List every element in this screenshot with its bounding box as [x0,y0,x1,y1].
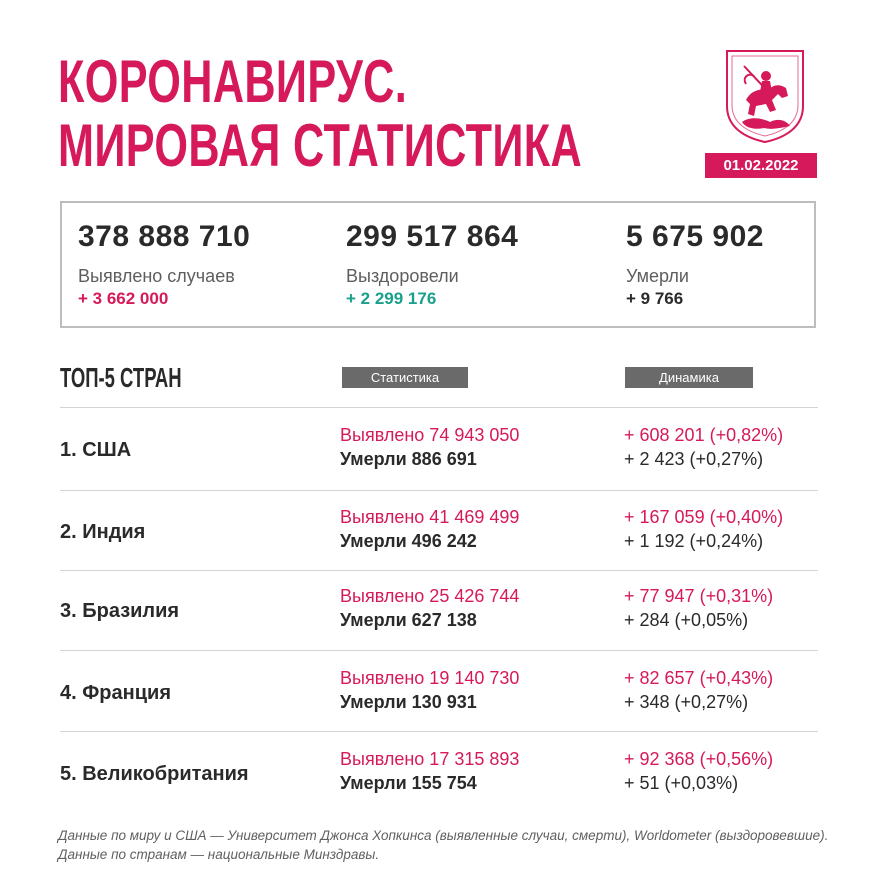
source-footnote: Данные по миру и США — Университет Джонса Хопкинса (выявленные случаи, смерти), Worldometer (выздоровевшие). Данные по странам — национальные Минздравы. [58,828,829,862]
summary-recovered-value: 299 517 864 [346,220,519,253]
country-cases: Выявлено 17 315 893 [340,749,520,769]
summary-recovered [346,217,518,310]
top5-heading: ТОП-5 СТРАН [60,362,182,393]
summary-deaths-label: Умерли [626,266,689,286]
title-line-1: КОРОНАВИРУС. [58,48,408,115]
country-deaths-delta: + 2 423 (+0,27%) [624,449,764,469]
world-summary-box [60,201,816,328]
row-divider [60,570,818,571]
country-deaths: Умерли 130 931 [340,692,477,712]
country-row-3 [0,579,886,659]
country-deaths-delta: + 51 (+0,03%) [624,773,739,793]
summary-deaths [626,217,764,310]
country-cases-delta: + 92 368 (+0,56%) [624,749,774,769]
country-cases: Выявлено 41 469 499 [340,507,520,527]
column-tag-dynamics: Динамика [625,367,753,388]
summary-cases-label: Выявлено случаев [78,266,235,286]
country-cases: Выявлено 74 943 050 [340,425,520,445]
summary-cases [78,217,250,310]
summary-cases-change: + 3 662 000 [78,289,169,308]
country-deaths: Умерли 155 754 [340,773,477,793]
row-divider [60,407,818,408]
country-cases-delta: + 608 201 (+0,82%) [624,425,784,445]
country-deaths-delta: + 348 (+0,27%) [624,692,749,712]
country-row-1 [0,418,886,498]
country-cases: Выявлено 19 140 730 [340,668,520,688]
row-divider [60,650,818,651]
country-cases-delta: + 82 657 (+0,43%) [624,668,774,688]
page-title [58,50,582,178]
moscow-coat-of-arms-icon [724,48,806,144]
title-line-2: МИРОВАЯ СТАТИСТИКА [58,112,583,179]
country-deaths-delta: + 1 192 (+0,24%) [624,531,764,551]
country-name: 2. Индия [60,521,146,543]
country-name: 5. Великобритания [60,763,249,785]
row-divider [60,731,818,732]
summary-cases-value: 378 888 710 [78,220,251,253]
country-deaths-delta: + 284 (+0,05%) [624,610,749,630]
summary-recovered-change: + 2 299 176 [346,289,437,308]
country-cases: Выявлено 25 426 744 [340,586,520,606]
country-name: 1. США [60,439,132,461]
country-deaths: Умерли 627 138 [340,610,477,630]
country-row-2 [0,500,886,580]
country-name: 4. Франция [60,682,171,704]
date-badge: 01.02.2022 [705,153,817,178]
row-divider [60,490,818,491]
column-tag-statistics: Статистика [342,367,468,388]
summary-deaths-change: + 9 766 [626,289,684,308]
country-deaths: Умерли 886 691 [340,449,477,469]
country-deaths: Умерли 496 242 [340,531,477,551]
country-row-4 [0,661,886,741]
country-name: 3. Бразилия [60,600,180,622]
country-cases-delta: + 77 947 (+0,31%) [624,586,774,606]
country-cases-delta: + 167 059 (+0,40%) [624,507,784,527]
country-row-5 [0,742,886,822]
summary-recovered-label: Выздоровели [346,266,459,286]
summary-deaths-value: 5 675 902 [626,220,764,253]
